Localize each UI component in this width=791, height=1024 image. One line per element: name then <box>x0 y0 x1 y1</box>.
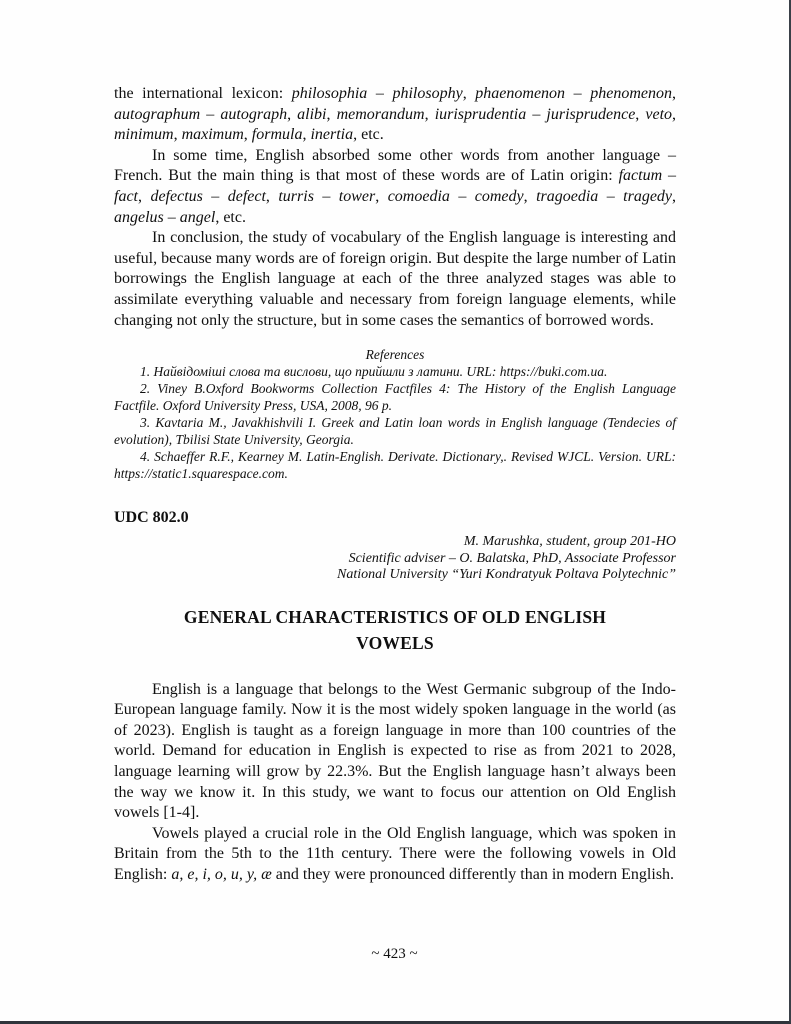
body-paragraph: In some time, English absorbed some other words from another language – French. But the main thing is that most of these words are of Latin origin: factum – fact, defectus – defect, turris – tower, comoedia – comedy, tragoedia – tragedy, angelus – angel, etc. <box>114 146 677 226</box>
reference-item: 1. Найвідоміші слова та вислови, що прийшли з латини. URL: https://buki.com.ua. <box>140 364 608 380</box>
author-block <box>114 534 676 584</box>
article-title-line: GENERAL CHARACTERISTICS OF OLD ENGLISH <box>183 606 607 627</box>
author-line: M. Marushka, student, group 201-HO <box>463 534 676 550</box>
udc-number: UDC 802.0 <box>114 509 189 527</box>
reference-item: 2. Viney B.Oxford Bookworms Collection Factfiles 4: The History of the English Language Factfile. Oxford University Press, USA, 2008, 96 p. <box>114 381 676 414</box>
page-content <box>114 84 676 886</box>
body-paragraph: the international lexicon: philosophia – philosophy, phaenomenon – phenomenon, autographum – autograph, alibi, memorandum, iurisprudentia – jurisprudence, veto, minimum, maximum, formula, inertia, etc. <box>114 85 677 144</box>
references-heading: References <box>365 347 425 363</box>
page-number: ~ 423 ~ <box>371 946 418 962</box>
body-paragraph: English is a language that belongs to the West Germanic subgroup of the Indo-European language family. Now it is the most widely spoken language in the world (as of 2023). English is taught as a foreign language in more than 100 countries of the world. Demand for education in English is expected to rise as from 2021 to 2028, language learning will grow by 22.3%. But the English language hasn’t always been the way we know it. In this study, we want to focus our attention on Old English vowels [1-4]. <box>114 680 676 822</box>
references-section <box>114 346 676 482</box>
adviser-line: Scientific adviser – O. Balatska, PhD, Associate Professor <box>348 550 676 566</box>
reference-item: 4. Schaeffer R.F., Kearney M. Latin-English. Derivate. Dictionary,. Revised WJCL. Version. URL: https://static1.squarespace.com. <box>114 449 676 482</box>
body-paragraph: In conclusion, the study of vocabulary of the English language is interesting and useful, because many words are of foreign origin. But despite the large number of Latin borrowings the English language at each of the three analyzed stages was able to assimilate everything valuable and necessary from foreign language elements, while changing not only the structure, but in some cases the semantics of borrowed words. <box>114 229 676 329</box>
reference-item: 3. Kavtaria M., Javakhishvili I. Greek and Latin loan words in English language (Tendecies of evolution), Tbilisi State University, Georgia. <box>114 415 676 448</box>
body-paragraph: Vowels played a crucial role in the Old English language, which was spoken in Britain from the 5th to the 11th century. There were the following vowels in Old English: a, e, i, o, u, y, æ and they were pronounced differently than in modern English. <box>114 824 676 883</box>
affiliation-line: National University “Yuri Kondratyuk Poltava Polytechnic” <box>337 567 676 583</box>
article-title <box>114 604 676 656</box>
article-title-line: VOWELS <box>356 632 434 653</box>
